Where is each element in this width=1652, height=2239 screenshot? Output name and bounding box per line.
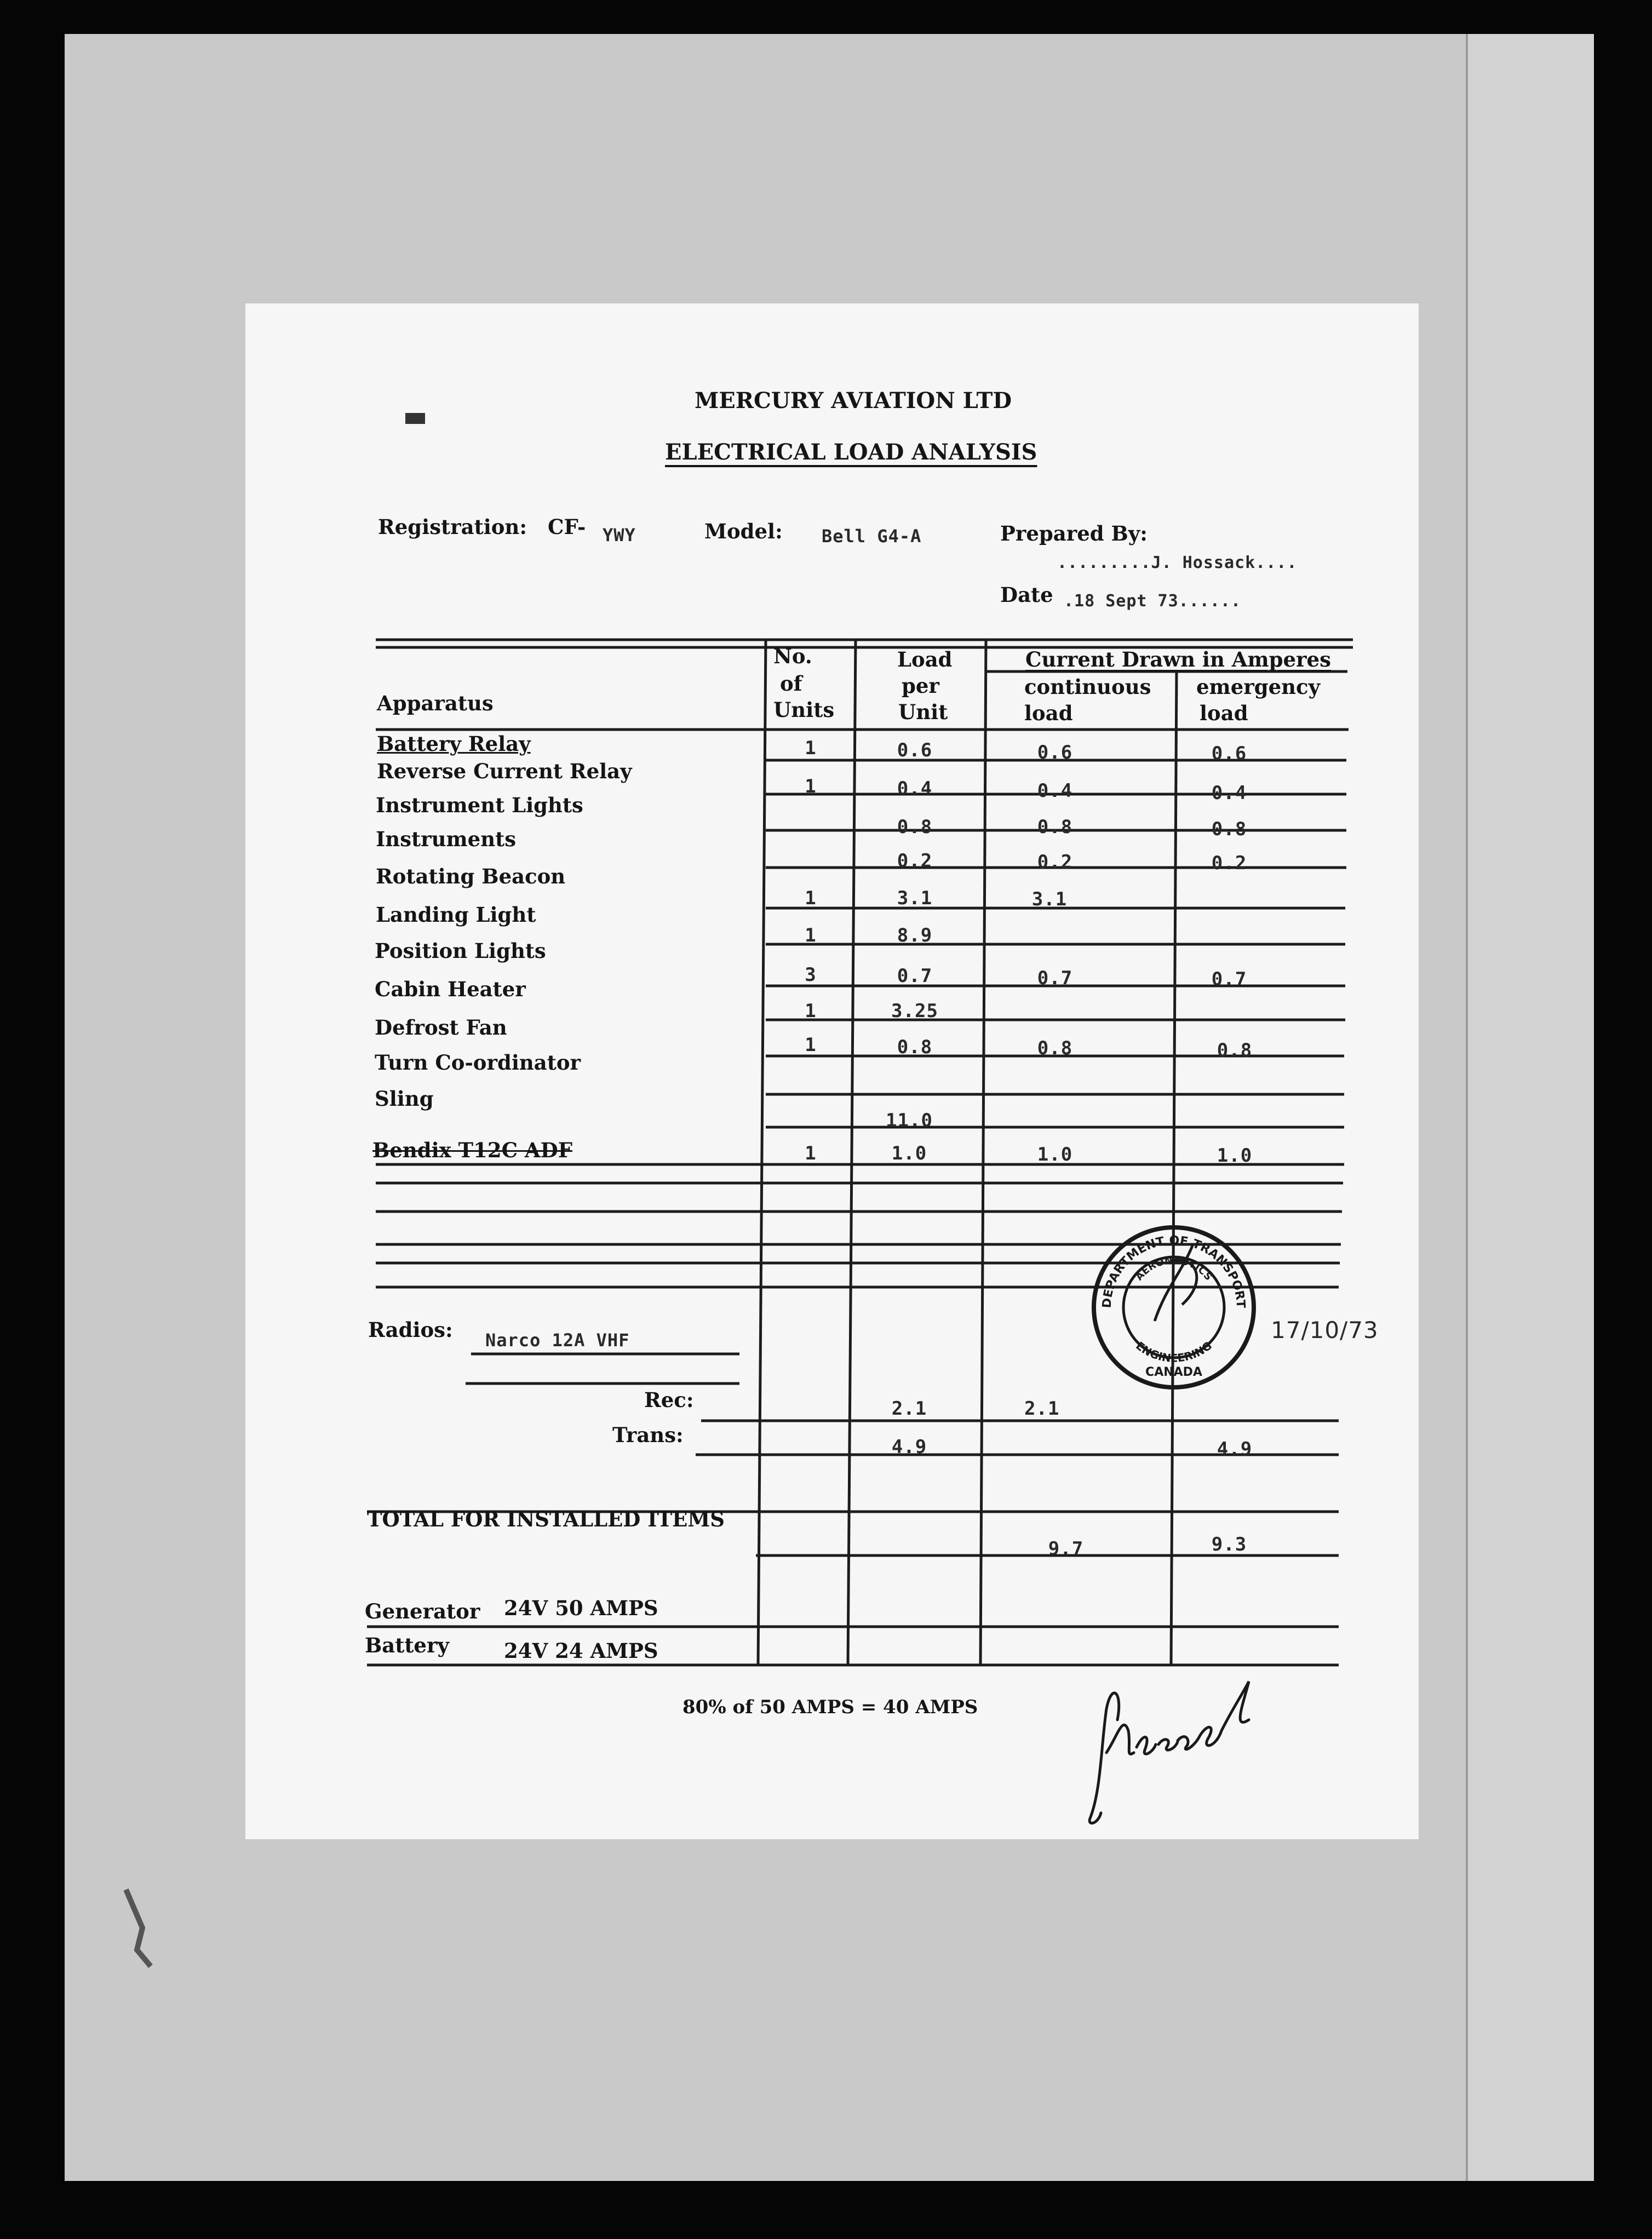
battery-label: Battery	[365, 1633, 449, 1657]
row-continuous: 0.6	[1037, 742, 1073, 763]
header-continuous-1: continuous	[1024, 675, 1151, 699]
row-emergency: 0.4	[1211, 782, 1247, 804]
row-units: 1	[805, 1000, 817, 1022]
date-label: Date	[1000, 583, 1053, 607]
header-load-3: Unit	[898, 700, 948, 724]
header-load-2: per	[902, 674, 939, 698]
row-load: 3.1	[897, 887, 933, 909]
row-continuous: 0.7	[1037, 967, 1073, 989]
row-name: Cabin Heater	[375, 977, 526, 1001]
total-continuous: 9.7	[1048, 1538, 1084, 1560]
row-name: Instrument Lights	[376, 793, 583, 817]
trans-label: Trans:	[612, 1423, 684, 1447]
rec-load: 2.1	[891, 1398, 927, 1420]
stamp-country: CANADA	[1145, 1365, 1202, 1379]
total-emergency: 9.3	[1211, 1534, 1247, 1555]
row-units: 1	[805, 776, 817, 797]
generator-label: Generator	[365, 1599, 480, 1623]
header-units-3: Units	[773, 698, 835, 722]
row-load: 0.6	[897, 739, 933, 761]
header-emergency-1: emergency	[1196, 675, 1321, 699]
row-load: 0.4	[897, 778, 933, 800]
row-name: Bendix T12C ADF	[372, 1138, 572, 1162]
header-units-2: of	[780, 671, 802, 696]
stamp-top-text: DEPARTMENT OF TRANSPORT	[1100, 1233, 1248, 1309]
row-name: Battery Relay	[377, 732, 531, 756]
stamp-bottom-text: ENGINEERING	[1133, 1339, 1214, 1365]
model-value: Bell G4-A	[822, 526, 922, 547]
date-value: .18 Sept 73......	[1064, 592, 1242, 611]
row-continuous: 0.8	[1037, 1037, 1073, 1059]
row-continuous: 0.2	[1037, 851, 1073, 873]
row-emergency: 0.8	[1217, 1040, 1253, 1061]
document-title: ELECTRICAL LOAD ANALYSIS	[665, 439, 1037, 465]
row-emergency: 0.6	[1211, 743, 1247, 765]
header-emergency-2: load	[1200, 701, 1248, 725]
row-load: 0.8	[897, 1036, 933, 1058]
row-name: Reverse Current Relay	[377, 759, 632, 783]
radios-label: Radios:	[368, 1318, 453, 1342]
battery-value: 24V 24 AMPS	[504, 1639, 658, 1663]
generator-value: 24V 50 AMPS	[504, 1596, 658, 1620]
model-label: Model:	[704, 519, 783, 543]
header-load-1: Load	[897, 647, 953, 671]
row-continuous: 0.8	[1037, 816, 1073, 838]
footnote: 80% of 50 AMPS = 40 AMPS	[682, 1696, 978, 1718]
row-units: 1	[805, 925, 817, 946]
stamp-middle-text: AERONAUTICS	[1133, 1254, 1215, 1283]
row-load: 0.8	[897, 816, 933, 838]
header-continuous-2: load	[1024, 701, 1073, 725]
row-emergency: 0.7	[1211, 968, 1247, 990]
trans-load: 4.9	[891, 1436, 927, 1458]
row-name: Landing Light	[376, 903, 536, 927]
row-name: Sling	[375, 1087, 434, 1111]
prepared-by-value: .........J. Hossack....	[1057, 553, 1298, 572]
registration-value: YWY	[603, 525, 636, 546]
radio-model: Narco 12A VHF	[485, 1330, 630, 1351]
trans-emergency: 4.9	[1217, 1438, 1253, 1460]
approval-date: 17/10/73	[1271, 1317, 1379, 1344]
company-name: MERCURY AVIATION LTD	[695, 388, 1012, 414]
row-name: Instruments	[376, 827, 517, 851]
header-apparatus: Apparatus	[377, 691, 494, 715]
row-name: Position Lights	[375, 939, 546, 963]
row-units: 1	[805, 1143, 817, 1164]
registration-label: Registration:	[378, 515, 527, 539]
row-load: 11.0	[886, 1110, 933, 1132]
row-emergency: 0.2	[1211, 852, 1247, 874]
row-name: Rotating Beacon	[376, 864, 566, 888]
row-load: 3.25	[891, 1000, 938, 1022]
row-load: 0.7	[897, 965, 933, 987]
registration-prefix: CF-	[548, 515, 586, 539]
row-name: Defrost Fan	[375, 1015, 507, 1040]
row-load: 0.2	[897, 850, 933, 872]
row-continuous: 0.4	[1037, 780, 1073, 802]
row-continuous: 3.1	[1031, 888, 1068, 910]
row-load: 1.0	[891, 1143, 927, 1164]
row-units: 3	[805, 964, 817, 986]
header-current-drawn: Current Drawn in Amperes	[1025, 647, 1331, 671]
row-load: 8.9	[897, 925, 933, 946]
prepared-by-label: Prepared By:	[1000, 521, 1148, 546]
row-name: Turn Co-ordinator	[375, 1050, 581, 1075]
row-emergency: 1.0	[1217, 1145, 1253, 1167]
row-units: 1	[805, 1034, 817, 1056]
rec-continuous: 2.1	[1024, 1398, 1060, 1420]
row-emergency: 0.8	[1211, 818, 1247, 840]
header-units-1: No.	[773, 644, 812, 668]
row-units: 1	[805, 737, 817, 759]
rec-label: Rec:	[644, 1388, 694, 1412]
row-units: 1	[805, 887, 817, 909]
total-label: TOTAL FOR INSTALLED ITEMS	[367, 1507, 725, 1531]
row-continuous: 1.0	[1037, 1144, 1073, 1166]
